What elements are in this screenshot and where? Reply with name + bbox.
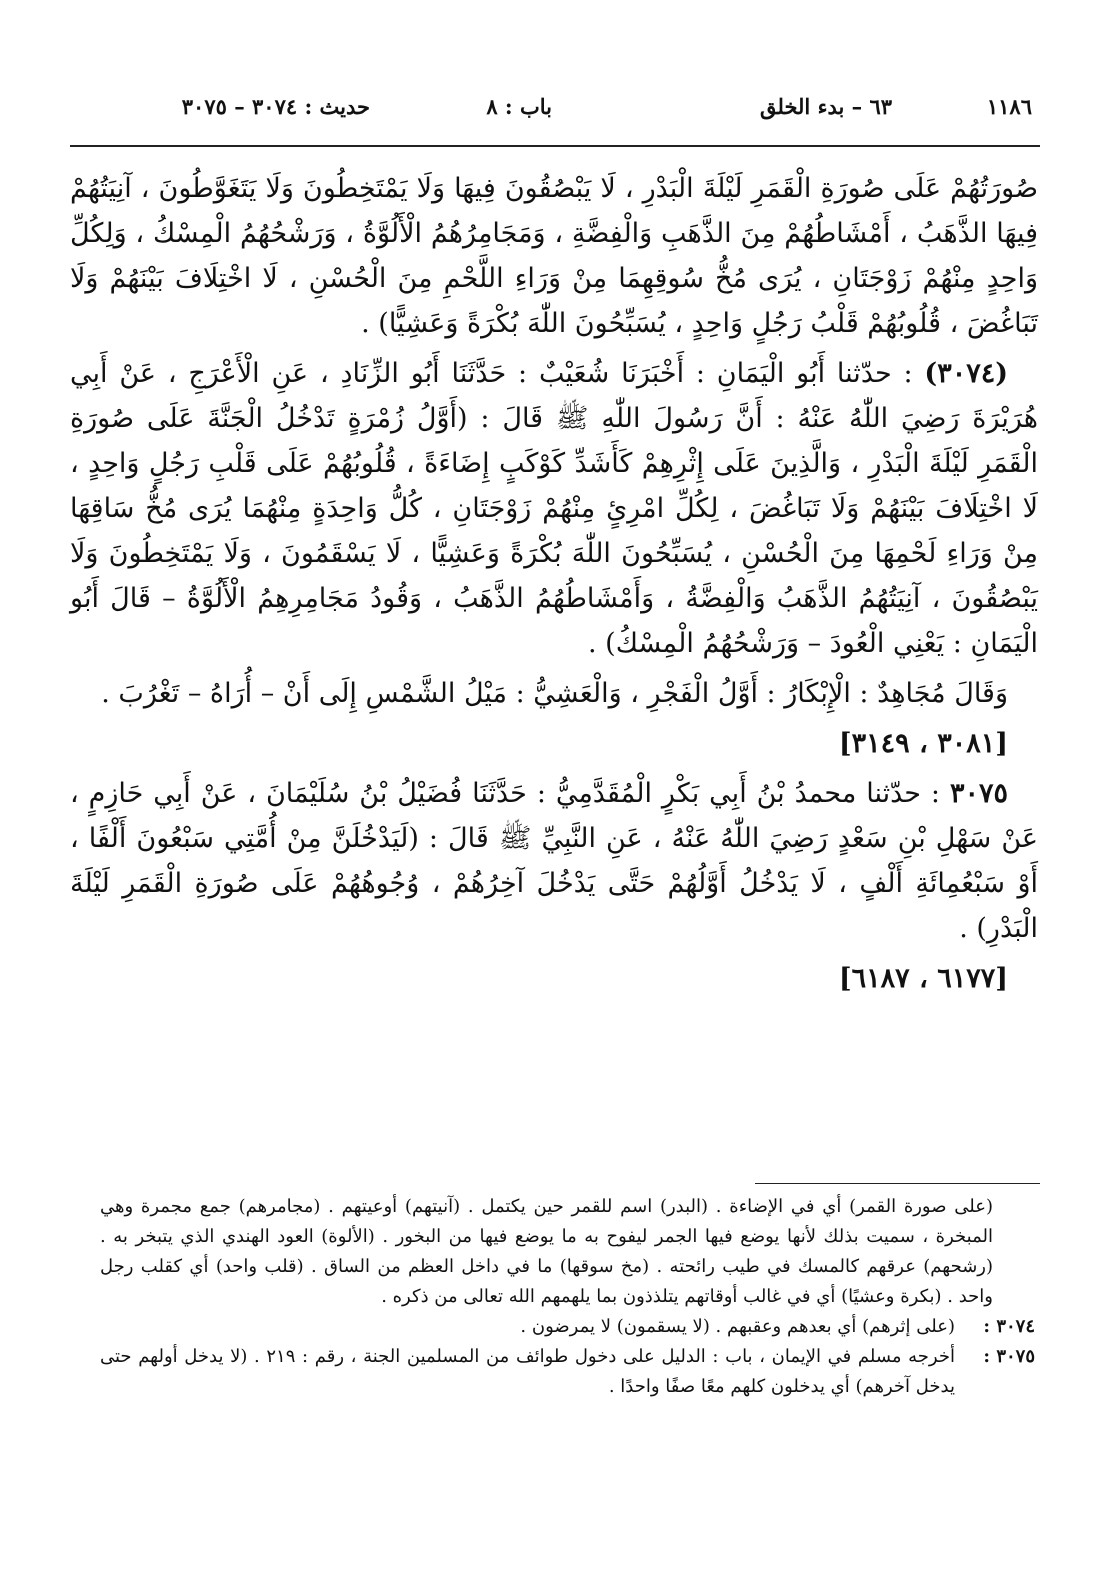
header-divider xyxy=(70,145,1040,147)
hadith-text: : حدّثنا أَبُو الْيَمَانِ : أَخْبَرَنَا شُعَيْبٌ : حَدَّثَنَا أَبُو الزِّنَادِ ، عَنِ الْأَعْرَجِ ، عَنْ أَبِي هُرَيْرَةَ رَضِيَ اللّٰهُ عَنْهُ : أَنَّ رَسُولَ اللّٰهِ ﷺ قَالَ : (أَوَّلُ زُمْرَةٍ تَدْخُلُ الْجَنَّةَ عَلَى صُورَةِ الْقَمَرِ لَيْلَةَ الْبَدْرِ ، وَالَّذِينَ عَلَى إِثْرِهِمْ كَأَشَدِّ كَوْكَبٍ إِضَاءَةً ، قُلُوبُهُمْ عَلَى قَلْبِ رَجُلٍ وَاحِدٍ ، لَا اخْتِلَافَ بَيْنَهُمْ وَلَا تَبَاغُضَ ، لِكُلِّ امْرِئٍ مِنْهُمْ زَوْجَتَانِ ، كُلُّ وَاحِدَةٍ مِنْهُمَا يُرَى مُخُّ سَاقِهَا مِنْ وَرَاءِ لَحْمِهَا مِنَ الْحُسْنِ ، يُسَبِّحُونَ اللّٰهَ بُكْرَةً وَعَشِيًّا ، لَا يَسْقَمُونَ ، وَلَا يَمْتَخِطُونَ وَلَا يَبْصُقُونَ ، آنِيَتُهُمُ الذَّهَبُ وَالْفِضَّةُ ، وَأَمْشَاطُهُمُ الذَّهَبُ ، وَقُودُ مَجَامِرِهِمُ الْأَلُوَّةُ – قَالَ أَبُو الْيَمَانِ : يَعْنِي الْعُودَ – وَرَشْحُهُمُ الْمِسْكُ) . xyxy=(70,358,1038,659)
footnote-3075 xyxy=(100,1342,1035,1402)
hadith-text: : حدّثنا محمدُ بْنُ أَبِي بَكْرٍ الْمُقَدَّمِيُّ : حَدَّثَنَا فُضَيْلُ بْنُ سُلَيْمَانَ ، عَنْ أَبِي حَازِمٍ ، عَنْ سَهْلِ بْنِ سَعْدٍ رَضِيَ اللّٰهُ عَنْهُ ، عَنِ النَّبِيِّ ﷺ قَالَ : (لَيَدْخُلَنَّ مِنْ أُمَّتِي سَبْعُونَ أَلْفًا ، أَوْ سَبْعُمِائَةِ أَلْفٍ ، لَا يَدْخُلُ أَوَّلُهُمْ حَتَّى يَدْخُلَ آخِرُهُمْ ، وُجُوهُهُمْ عَلَى صُورَةِ الْقَمَرِ لَيْلَةَ الْبَدْرِ) . xyxy=(70,778,1038,944)
footnote-text: أخرجه مسلم في الإيمان ، باب : الدليل على دخول طوائف من المسلمين الجنة ، رقم : ٢١٩ . (لا يدخل أولهم حتى يدخل آخرهم) أي يدخلون كلهم معًا صفًا واحدًا . xyxy=(100,1346,955,1397)
mujahid-comment: وَقَالَ مُجَاهِدٌ : الْإِبْكَارُ : أَوَّلُ الْفَجْرِ ، وَالْعَشِيُّ : مَيْلُ الشَّمْسِ إِلَى أَنْ – أُرَاهُ – تَغْرُبَ . xyxy=(101,678,1008,709)
hadith-range: حديث : ٣٠٧٤ – ٣٠٧٥ xyxy=(181,94,370,119)
main-text xyxy=(70,166,1038,1006)
footnote-number: ٣٠٧٥ : xyxy=(983,1346,1035,1367)
chapter-title: ٦٣ – بدء الخلق xyxy=(760,94,892,119)
hadith-3074 xyxy=(70,351,1038,666)
footnotes xyxy=(100,1192,1035,1402)
footnote-3074 xyxy=(100,1312,1035,1342)
paragraph-intro: صُورَتُهُمْ عَلَى صُورَةِ الْقَمَرِ لَيْلَةَ الْبَدْرِ ، لَا يَبْصُقُونَ فِيهَا وَلَا يَمْتَخِطُونَ وَلَا يَتَغَوَّطُونَ ، آنِيَتُهُمْ فِيهَا الذَّهَبُ ، أَمْشَاطُهُمْ مِنَ الذَّهَبِ وَالْفِضَّةِ ، وَمَجَامِرُهُمُ الْأَلُوَّةُ ، وَرَشْحُهُمُ الْمِسْكُ ، وَلِكُلِّ وَاحِدٍ مِنْهُمْ زَوْجَتَانِ ، يُرَى مُخُّ سُوقِهِمَا مِنْ وَرَاءِ اللَّحْمِ مِنَ الْحُسْنِ ، لَا اخْتِلَافَ بَيْنَهُمْ وَلَا تَبَاغُضَ ، قُلُوبُهُمْ قَلْبُ رَجُلٍ وَاحِدٍ ، يُسَبِّحُونَ اللّٰهَ بُكْرَةً وَعَشِيًّا) . xyxy=(70,173,1038,339)
footnote-general: (على صورة القمر) أي في الإضاءة . (البدر) اسم للقمر حين يكتمل . (آنيتهم) أوعيتهم . (مجامرهم) جمع مجمرة وهي المبخرة ، سميت بذلك لأنها يوضع فيها الجمر ليفوح به ما يوضع فيها من البخور . (الألوة) العود الهندي الذي يتبخر به . (رشحهم) عرقهم كالمسك في طيب رائحته . (مخ سوقها) ما في داخل العظم من الساق . (قلب واحد) أي كقلب رجل واحد . (بكرة وعشيًا) أي في غالب أوقاتهم يتلذذون بما يلهمهم الله تعالى من ذكره . xyxy=(100,1196,993,1307)
page-number: ١١٨٦ xyxy=(986,94,1032,119)
footnote-text: (على إثرهم) أي بعدهم وعقبهم . (لا يسقمون) لا يمرضون . xyxy=(520,1316,955,1337)
cross-references: [٦١٧٧ ، ٦١٨٧] xyxy=(838,963,1008,994)
hadith-number: (٣٠٧٤) xyxy=(924,358,1008,389)
page-header xyxy=(70,86,1040,126)
footnote-divider xyxy=(755,1183,1040,1184)
bab-label: باب : ٨ xyxy=(486,94,552,119)
hadith-3075 xyxy=(70,771,1038,951)
hadith-number: ٣٠٧٥ xyxy=(949,778,1008,809)
footnote-number: ٣٠٧٤ : xyxy=(983,1316,1035,1337)
cross-references: [٣٠٨١ ، ٣١٤٩] xyxy=(838,728,1008,759)
